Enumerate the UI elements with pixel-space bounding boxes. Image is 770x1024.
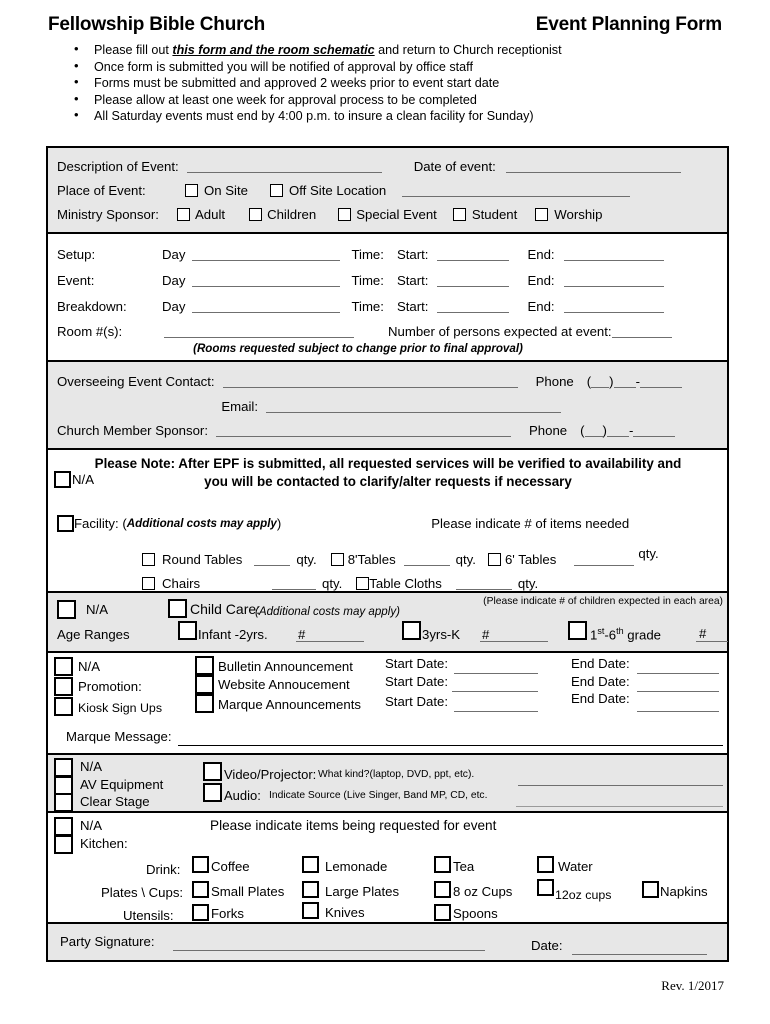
- checkbox-lemonade[interactable]: [302, 856, 319, 873]
- overseeing-contact-row: [57, 369, 719, 394]
- spoons-label: Spoons: [453, 906, 498, 921]
- website-end-input[interactable]: [637, 679, 719, 692]
- checkbox-adult[interactable]: [177, 208, 190, 221]
- table-cloths-label: Table Cloths: [369, 575, 442, 591]
- forks-label: Forks: [211, 906, 244, 921]
- sponsor-phone-prefix-input[interactable]: [607, 424, 629, 437]
- av-block: [48, 755, 727, 813]
- bulletin-start-label: Start Date:: [385, 656, 449, 671]
- chairs-qty-input[interactable]: [272, 577, 316, 590]
- round-tables-label: Round Tables: [162, 551, 243, 567]
- childcare-indicate-note: (Please indicate # of children expected in each area): [483, 596, 723, 607]
- checkbox-chairs[interactable]: [142, 577, 155, 590]
- ministry-option-label: Special Event: [356, 206, 437, 222]
- start-label: Start:: [396, 272, 429, 288]
- checkbox-large-plates[interactable]: [302, 881, 319, 898]
- checkbox-off-site[interactable]: [270, 184, 283, 197]
- ministry-label: Ministry Sponsor:: [57, 206, 159, 222]
- instruction-item: [74, 59, 770, 76]
- facility-label: Facility: (: [74, 515, 127, 531]
- grade-label: [590, 626, 661, 642]
- childcare-block: [48, 593, 727, 653]
- facility-na-label: N/A: [72, 472, 94, 487]
- event-day-input[interactable]: [192, 274, 340, 287]
- facility-block: [48, 450, 727, 593]
- start-label: Start:: [396, 246, 429, 262]
- checkbox-video-projector[interactable]: [203, 762, 222, 781]
- signature-date-input[interactable]: [572, 942, 707, 955]
- overseeing-area-code-input[interactable]: [591, 375, 609, 388]
- phone-label: Phone: [535, 374, 574, 389]
- sponsor-area-code-input[interactable]: [585, 424, 603, 437]
- bulletin-label: Bulletin Announcement: [218, 659, 353, 674]
- checkbox-8oz-cups[interactable]: [434, 881, 451, 898]
- indicate-items-label: Please indicate # of items needed: [431, 515, 630, 531]
- checkbox-promotion[interactable]: [54, 677, 73, 696]
- breakdown-end-input[interactable]: [564, 300, 664, 313]
- marque-end-input[interactable]: [637, 699, 719, 712]
- instruction-item: [74, 92, 770, 109]
- grade-hash: #: [699, 626, 707, 641]
- email-input[interactable]: [266, 400, 561, 413]
- bulletin-end-input[interactable]: [637, 661, 719, 674]
- chairs-label: Chairs: [162, 575, 201, 591]
- email-label: Email:: [221, 398, 258, 414]
- checkbox-facility-na[interactable]: [54, 471, 71, 488]
- setup-label: Setup:: [57, 246, 96, 262]
- small-plates-label: Small Plates: [211, 884, 285, 899]
- checkbox-12oz-cups[interactable]: [537, 879, 554, 896]
- audio-note: Indicate Source (Live Singer, Band MP, CD, etc.: [269, 790, 488, 801]
- checkbox-round-tables[interactable]: [142, 553, 155, 566]
- checkbox-1st-6th-grade[interactable]: [568, 621, 587, 640]
- setup-start-input[interactable]: [437, 248, 509, 261]
- email-row: [57, 394, 719, 418]
- event-planning-form: [46, 146, 729, 962]
- sponsor-label: Church Member Sponsor:: [57, 422, 208, 438]
- av-equipment-label: AV Equipment: [80, 777, 164, 792]
- phone-dash: -: [635, 374, 640, 389]
- party-signature-input[interactable]: [173, 938, 485, 951]
- coffee-label: Coffee: [211, 859, 250, 874]
- phone-paren-close: ): [602, 422, 607, 438]
- checkbox-coffee[interactable]: [192, 856, 209, 873]
- breakdown-day-input[interactable]: [192, 300, 340, 313]
- large-plates-label: Large Plates: [325, 884, 400, 899]
- overseeing-phone-suffix-input[interactable]: [640, 375, 682, 388]
- instruction-text: All Saturday events must end by 4:00 p.m. to insure a clean facility for Sunday): [94, 109, 534, 124]
- checkbox-water[interactable]: [537, 856, 554, 873]
- childcare-title: Child Care:: [190, 601, 261, 617]
- signature-date-label: Date:: [531, 938, 563, 953]
- grade-mid: -6: [604, 627, 617, 643]
- eight-oz-cups-label: 8 oz Cups: [453, 884, 513, 899]
- utensils-label: Utensils:: [123, 908, 174, 923]
- persons-input[interactable]: [612, 325, 672, 338]
- signature-block: [48, 924, 727, 960]
- childcare-na-label: N/A: [86, 602, 108, 617]
- eight-tables-qty-input[interactable]: [404, 553, 450, 566]
- bulletin-start-input[interactable]: [454, 661, 538, 674]
- setup-end-input[interactable]: [564, 248, 664, 261]
- table-cloths-qty-input[interactable]: [456, 577, 512, 590]
- threeyrs-label: 3yrs-K: [422, 627, 461, 642]
- instructions-list: [0, 42, 770, 125]
- event-description-block: [48, 148, 727, 234]
- epf-note-line-1: Please Note: After EPF is submitted, all requested services will be verified to availability and: [94, 456, 682, 471]
- marque-message-label: Marque Message:: [66, 729, 172, 744]
- marque-label: Marque Announcements: [218, 697, 361, 712]
- marque-message-input[interactable]: [178, 733, 723, 746]
- checkbox-facility[interactable]: [57, 515, 74, 532]
- instruction-item: [74, 108, 770, 125]
- video-projector-label: Video/Projector:: [224, 767, 317, 782]
- infant-count-input[interactable]: [296, 629, 364, 642]
- age-ranges-label: Age Ranges: [57, 627, 130, 642]
- phone-paren-close: ): [609, 374, 614, 389]
- qty-label: qty.: [296, 551, 317, 567]
- breakdown-start-input[interactable]: [437, 300, 509, 313]
- website-label: Website Annoucement: [218, 677, 350, 692]
- date-input[interactable]: [506, 160, 681, 173]
- end-label: End:: [527, 298, 555, 314]
- checkbox-kiosk-sign-ups[interactable]: [54, 697, 73, 716]
- drink-label: Drink:: [146, 862, 181, 877]
- checkbox-forks[interactable]: [192, 904, 209, 921]
- checkbox-childcare[interactable]: [168, 599, 187, 618]
- place-row: [57, 178, 719, 202]
- facility-cost-note: Additional costs may apply: [126, 516, 277, 530]
- instruction-text: Once form is submitted you will be notified of approval by office staff: [94, 59, 473, 74]
- checkbox-website-announcement[interactable]: [195, 675, 214, 694]
- grade-start: 1: [590, 627, 598, 643]
- checkbox-table-cloths[interactable]: [356, 577, 369, 590]
- clear-stage-label: Clear Stage: [80, 794, 150, 809]
- checkbox-kitchen[interactable]: [54, 835, 73, 854]
- checkbox-special-event[interactable]: [338, 208, 351, 221]
- plates-cups-label: Plates \ Cups:: [101, 885, 184, 900]
- threeyrs-count-input[interactable]: [480, 629, 548, 642]
- phone-dash: -: [628, 422, 634, 438]
- checkbox-infant-2yrs[interactable]: [178, 621, 197, 640]
- breakdown-label: Breakdown:: [57, 298, 127, 314]
- date-label: Date of event:: [413, 158, 496, 174]
- member-sponsor-row: [57, 418, 719, 442]
- bulletin-end-label: End Date:: [571, 656, 630, 671]
- ministry-option-label: Worship: [554, 206, 603, 222]
- checkbox-6-tables[interactable]: [488, 553, 501, 566]
- checkbox-on-site[interactable]: [185, 184, 198, 197]
- breakdown-row: [57, 293, 719, 319]
- facility-label-row: [57, 512, 719, 534]
- persons-label: Number of persons expected at event:: [388, 324, 612, 339]
- contact-block: [48, 362, 727, 450]
- kitchen-na-label: N/A: [80, 818, 102, 833]
- checkbox-tea[interactable]: [434, 856, 451, 873]
- overseeing-input[interactable]: [223, 375, 518, 388]
- childcare-cost-note: (Additional costs may apply): [255, 605, 400, 618]
- checkbox-kitchen-na[interactable]: [54, 817, 73, 836]
- instruction-text: Please allow at least one week for approval process to be completed: [94, 92, 477, 107]
- day-label: Day: [162, 246, 186, 262]
- video-projector-input[interactable]: [518, 773, 723, 786]
- checkbox-spoons[interactable]: [434, 904, 451, 921]
- ministry-option-label: Children: [267, 206, 317, 222]
- grade-sup-1: st: [597, 626, 605, 636]
- facility-items-row-1: [57, 546, 719, 572]
- sponsor-phone-suffix-input[interactable]: [633, 424, 675, 437]
- instruction-text-tail: and return to Church receptionist: [374, 43, 562, 57]
- eight-tables-label: 8'Tables: [347, 551, 396, 567]
- overseeing-label: Overseeing Event Contact:: [57, 374, 215, 389]
- six-tables-qty-input[interactable]: [574, 553, 634, 566]
- schedule-block: [48, 234, 727, 362]
- place-option-label: On Site: [204, 182, 248, 198]
- instruction-text: Forms must be submitted and approved 2 weeks prior to event start date: [94, 76, 500, 91]
- instruction-emphasis: this form and the room schematic: [172, 43, 375, 57]
- party-signature-label: Party Signature:: [60, 934, 155, 949]
- checkbox-marque-announcements[interactable]: [195, 694, 214, 713]
- overseeing-phone-prefix-input[interactable]: [614, 375, 636, 388]
- audio-input[interactable]: [516, 794, 723, 807]
- facility-items-row-2: [57, 572, 719, 594]
- phone-paren-open: (: [580, 422, 585, 438]
- epf-note-line-2: you will be contacted to clarify/alter requests if necessary: [204, 474, 572, 489]
- place-label: Place of Event:: [57, 182, 146, 198]
- place-option-label: Off Site Location: [288, 182, 387, 198]
- marque-start-input[interactable]: [454, 699, 538, 712]
- end-label: End:: [527, 246, 555, 262]
- checkbox-childcare-na[interactable]: [57, 600, 76, 619]
- description-row: [57, 154, 719, 178]
- checkbox-worship[interactable]: [535, 208, 548, 221]
- time-label: Time:: [351, 298, 384, 314]
- checkbox-8-tables[interactable]: [331, 553, 344, 566]
- promotion-na-label: N/A: [78, 659, 100, 674]
- room-note: (Rooms requested subject to change prior to final approval): [193, 342, 523, 355]
- facility-label-close: ): [276, 515, 282, 531]
- promotion-block: [48, 653, 727, 755]
- promotion-label: Promotion:: [78, 679, 142, 694]
- kitchen-heading: Please indicate items being requested for event: [210, 818, 497, 833]
- checkbox-knives[interactable]: [302, 902, 319, 919]
- ministry-option-label: Adult: [195, 206, 226, 222]
- kitchen-label: Kitchen:: [80, 836, 128, 851]
- grade-sup-2: th: [616, 626, 624, 636]
- checkbox-promotion-na[interactable]: [54, 657, 73, 676]
- checkbox-student[interactable]: [453, 208, 466, 221]
- lemonade-label: Lemonade: [325, 859, 388, 874]
- church-name: Fellowship Bible Church: [48, 14, 266, 35]
- room-input[interactable]: [164, 325, 354, 338]
- marque-end-label: End Date:: [571, 691, 630, 706]
- description-label: Description of Event:: [57, 158, 179, 174]
- instruction-text: Please fill out: [94, 43, 173, 57]
- napkins-label: Napkins: [660, 884, 708, 899]
- checkbox-audio[interactable]: [203, 783, 222, 802]
- end-label: End:: [527, 272, 555, 288]
- setup-row: [57, 241, 719, 267]
- tea-label: Tea: [453, 859, 475, 874]
- marque-start-label: Start Date:: [385, 694, 449, 709]
- checkbox-3yrs-k[interactable]: [402, 621, 421, 640]
- ministry-row: [57, 202, 719, 226]
- page-header: [0, 0, 770, 36]
- six-tables-label: 6' Tables: [504, 551, 557, 567]
- revision-label: Rev. 1/2017: [661, 978, 724, 993]
- room-row: [57, 319, 719, 344]
- twelve-oz-cups-label: 12oz cups: [555, 888, 612, 902]
- infant-hash: #: [298, 627, 306, 642]
- phone-label: Phone: [529, 422, 568, 438]
- event-end-input[interactable]: [564, 274, 664, 287]
- start-label: Start:: [396, 298, 429, 314]
- instruction-item: [74, 75, 770, 92]
- event-start-input[interactable]: [437, 274, 509, 287]
- kiosk-label: Kiosk Sign Ups: [78, 701, 163, 715]
- qty-label: qty.: [322, 575, 343, 591]
- checkbox-clear-stage[interactable]: [54, 793, 73, 812]
- setup-day-input[interactable]: [192, 248, 340, 261]
- room-label: Room #(s):: [57, 324, 123, 339]
- threeyrs-hash: #: [482, 627, 490, 642]
- qty-label: qty.: [517, 575, 539, 591]
- av-na-label: N/A: [80, 759, 102, 774]
- infant-label: Infant -2yrs.: [198, 627, 268, 642]
- page-title: Event Planning Form: [535, 14, 722, 35]
- time-label: Time:: [351, 246, 384, 262]
- audio-label: Audio:: [224, 788, 261, 803]
- checkbox-bulletin-announcement[interactable]: [195, 656, 214, 675]
- video-projector-note: What kind?(laptop, DVD, ppt, etc).: [318, 769, 475, 780]
- checkbox-children[interactable]: [249, 208, 262, 221]
- website-start-input[interactable]: [452, 679, 538, 692]
- sponsor-input[interactable]: [216, 424, 511, 437]
- off-site-location-input[interactable]: [402, 184, 630, 197]
- event-label: Event:: [57, 272, 95, 288]
- knives-label: Knives: [325, 905, 365, 920]
- time-label: Time:: [351, 272, 384, 288]
- website-start-label: Start Date:: [385, 674, 449, 689]
- event-row: [57, 267, 719, 293]
- water-label: Water: [558, 859, 593, 874]
- checkbox-small-plates[interactable]: [192, 881, 209, 898]
- checkbox-napkins[interactable]: [642, 881, 659, 898]
- day-label: Day: [162, 298, 186, 314]
- kitchen-block: [48, 813, 727, 924]
- description-input[interactable]: [187, 160, 382, 173]
- grade-count-input[interactable]: [696, 629, 728, 642]
- round-tables-qty-input[interactable]: [254, 553, 290, 566]
- grade-tail: grade: [623, 627, 662, 643]
- website-end-label: End Date:: [571, 674, 630, 689]
- day-label: Day: [162, 272, 186, 288]
- ministry-option-label: Student: [471, 206, 518, 222]
- qty-label: qty.: [455, 551, 476, 567]
- phone-paren-open: (: [586, 374, 592, 389]
- checkbox-av-na[interactable]: [54, 758, 73, 777]
- instruction-item: [74, 42, 770, 59]
- qty-label: qty.: [638, 546, 659, 561]
